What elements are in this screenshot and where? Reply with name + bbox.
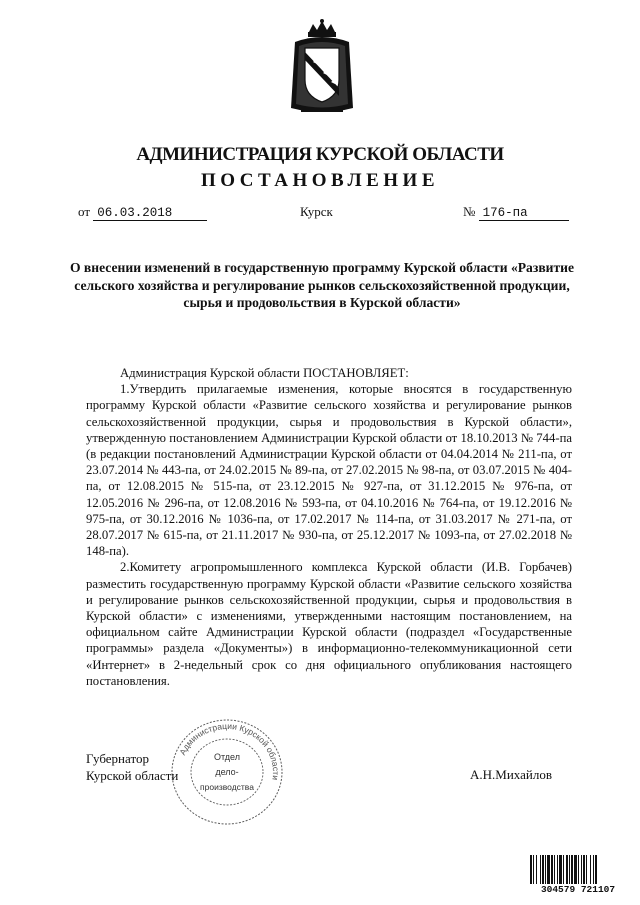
organization-title: АДМИНИСТРАЦИЯ КУРСКОЙ ОБЛАСТИ: [136, 144, 504, 165]
coat-of-arms-emblem: [287, 18, 357, 116]
document-type: ПОСТАНОВЛЕНИЕ: [200, 170, 440, 191]
paragraph-2: 2.Комитету агропромышленного комплекса Курской области (И.В. Горбачев) разместить государственную программу Курской области «Развитие сельского хозяйства и регулирование рынков сельскохозяйственной продукции, сырья и продовольствия в Курской области» с изменениями, утвержденными настоящим постановлением, на официальном сайте Администрации Курской области (подраздел «Государственные программы» раздела «Документы») в информационно-телекоммуникационной сети «Интернет» в 2-недельный срок со дня официального опубликования настоящего постановления.: [86, 560, 572, 688]
stamp-center-line-3: производства: [200, 782, 254, 792]
barcode-number: 304579 721107: [530, 884, 626, 895]
signatory-name: А.Н.Михайлов: [470, 767, 552, 782]
position-line-2: Курской области: [86, 767, 179, 783]
date-prefix: от: [78, 204, 91, 219]
official-stamp: [168, 716, 286, 828]
number-prefix: №: [463, 204, 476, 219]
paragraph-1: 1.Утвердить прилагаемые изменения, которые вносятся в государственную программу Курской области «Развитие сельского хозяйства и регулирование рынков сельскохозяйственной продукции, сырья и продовольствия в Курской области», утвержденную постановлением Администрации Курской области от 18.10.2013 № 744-па (в редакции постановлений Администрации Курской области от 04.04.2014 № 211-па, от 23.07.2014 № 443-па, от 24.02.2015 № 89-па, от 27.02.2015 № 98-па, от 03.07.2015 № 404-па, от 12.08.2015 № 515-па, от 23.12.2015 № 927-па, от 31.12.2015 № 976-па, от 12.05.2016 № 296-па, от 12.08.2016 № 593-па, от 04.10.2016 № 764-па, от 19.12.2016 № 975-па, от 30.12.2016 № 1036-па, от 17.02.2017 № 114-па, от 31.03.2017 № 271-па, от 28.07.2017 № 615-па, от 21.11.2017 № 930-па, от 25.12.2017 № 1093-па, от 27.02.2018 № 148-па).: [86, 382, 572, 559]
document-heading: О внесении изменений в государственную программу Курской области «Развитие сельского хозяйства и регулирование рынков сельскохозяйственной продукции, сырья и продовольствия в Курской области»: [69, 260, 575, 310]
document-body: [86, 365, 572, 689]
stamp-center-line-1: Отдел: [213, 752, 241, 762]
stamp-center-line-2: дело-: [215, 767, 239, 777]
intro-line: Администрация Курской области ПОСТАНОВЛЯЕТ:: [120, 366, 409, 380]
signatory-position: [86, 751, 178, 784]
position-line-1: Губернатор: [86, 751, 149, 766]
city-label: Курск: [300, 204, 333, 219]
stamp-ring-text: Администрации Курской области: [177, 720, 282, 781]
date-value: 06.03.2018: [93, 206, 207, 221]
number-value: 176-па: [479, 206, 569, 221]
date-line: [78, 204, 207, 221]
number-line: [463, 204, 569, 221]
